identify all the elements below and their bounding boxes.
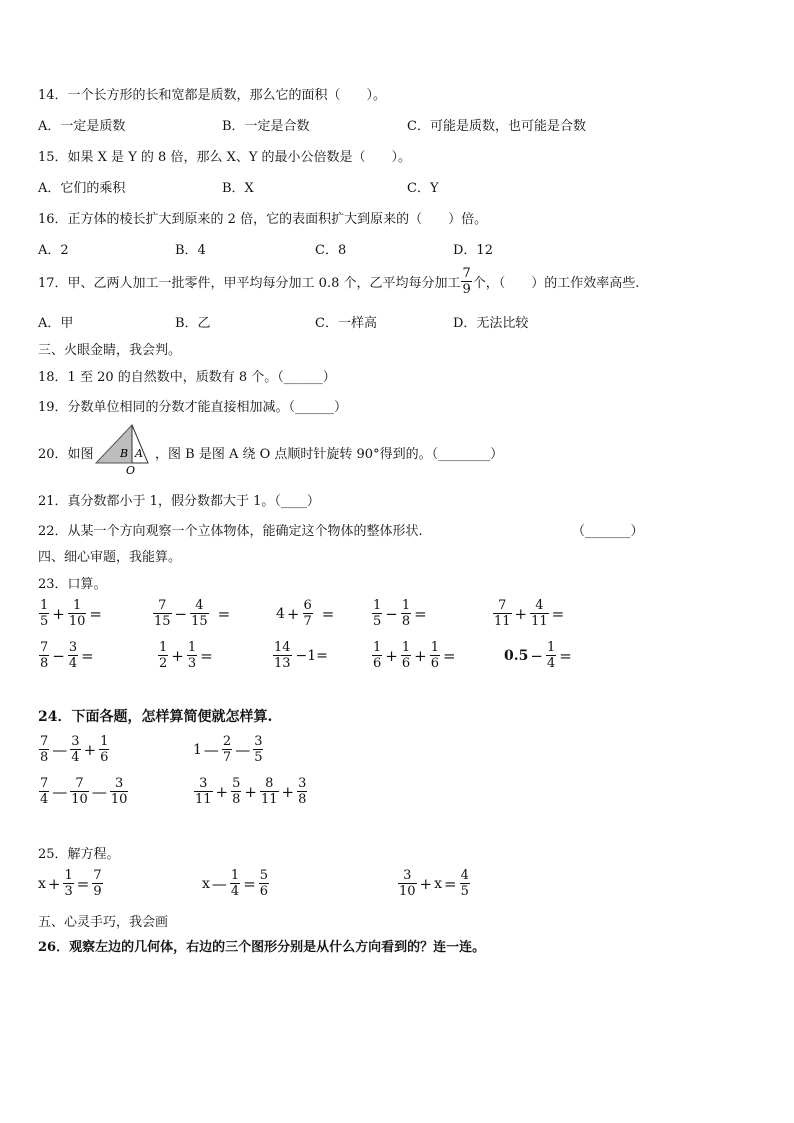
calc-4: $\frac{1}{5}$ − $\frac{1}{8}$ = — [373, 598, 427, 629]
question-16: 16．正方体的棱长扩大到原来的 2 倍，它的表面积扩大到原来的（ ）倍。 — [38, 212, 488, 227]
question-14: 14．一个长方形的长和宽都是质数，那么它的面积（ ）。 — [38, 88, 387, 103]
question-15: 15．如果 X 是 Y 的 8 倍，那么 X、Y 的最小公倍数是（ ）。 — [38, 150, 412, 165]
question-22: 22．从某一个方向观察一个立体物体，能确定这个物体的整体形状. — [38, 524, 423, 539]
option-b[interactable]: B．乙 — [175, 316, 211, 331]
label-a: A — [135, 447, 143, 460]
option-b[interactable]: B．一定是合数 — [222, 119, 310, 134]
calc-24c: $\frac{7}{4}$ — $\frac{7}{10}$ — $\frac{3}{10}$ — [40, 776, 128, 807]
calc-24a: $\frac{7}{8}$ — $\frac{3}{4}$ + $\frac{1}{6}$ — [40, 734, 109, 765]
question-18: 18．1 至 20 的自然数中，质数有 8 个。（______） — [38, 370, 336, 385]
equation-b: x — $\frac{1}{4}$ = $\frac{5}{6}$ — [202, 868, 269, 899]
calc-10: 0.5 − $\frac{1}{4}$ = — [504, 640, 572, 671]
section-3-heading: 三、火眼金睛，我会判。 — [38, 343, 182, 358]
option-a[interactable]: A．2 — [38, 243, 69, 258]
question-26: 26．观察左边的几何体，右边的三个图形分别是从什么方向看到的？连一连。 — [38, 940, 486, 955]
equation-a: x + $\frac{1}{3}$ = $\frac{7}{9}$ — [38, 868, 102, 899]
option-c[interactable]: C．Y — [407, 181, 439, 196]
option-c[interactable]: C．可能是质数，也可能是合数 — [407, 119, 586, 134]
calc-1: $\frac{1}{5}$ + $\frac{1}{10}$ = — [40, 598, 102, 629]
calc-24d: $\frac{3}{11}$ + $\frac{5}{8}$ + $\frac{8}{11}$ + $\frac{3}{8}$ — [195, 776, 307, 807]
option-d[interactable]: D．无法比较 — [453, 316, 529, 331]
calc-9: $\frac{1}{6}$ + $\frac{1}{6}$ + $\frac{1}{6}$ = — [373, 640, 456, 671]
option-c[interactable]: C．一样高 — [315, 316, 377, 331]
option-d[interactable]: D．12 — [453, 243, 493, 258]
section-5-heading: 五、心灵手巧，我会画 — [38, 915, 169, 930]
calc-24b: 1 — $\frac{2}{7}$ — $\frac{3}{5}$ — [193, 734, 263, 765]
calc-7: $\frac{1}{2}$ + $\frac{1}{3}$ = — [159, 640, 213, 671]
equation-c: $\frac{3}{10}$ + x = $\frac{4}{5}$ — [399, 868, 469, 899]
calc-5: $\frac{7}{11}$ + $\frac{4}{11}$ = — [494, 598, 565, 629]
question-17: 17．甲、乙两人加工一批零件，甲平均每分加工 0.8 个，乙平均每分加工 $\frac{7}{9}$ 个，（ ）的工作效率高些. — [38, 266, 640, 297]
question-21: 21．真分数都小于 1，假分数都大于 1。（____） — [38, 494, 320, 509]
option-a[interactable]: A．甲 — [38, 316, 74, 331]
question-24: 24．下面各题，怎样算简便就怎样算. — [38, 709, 273, 725]
option-a[interactable]: A．一定是质数 — [38, 119, 126, 134]
calc-6: $\frac{7}{8}$ − $\frac{3}{4}$ = — [40, 640, 94, 671]
option-b[interactable]: B．4 — [175, 243, 206, 258]
calc-3: 4 + $\frac{6}{7}$ = — [276, 598, 335, 629]
answer-blank[interactable]: （_______） — [572, 524, 644, 539]
question-20-text: ，图 B 是图 A 绕 O 点顺时针旋转 90°得到的。（________） — [155, 447, 504, 462]
rotation-figure — [92, 423, 152, 475]
option-b[interactable]: B．X — [222, 181, 254, 196]
question-25: 25．解方程。 — [38, 847, 120, 862]
option-a[interactable]: A．它们的乘积 — [38, 181, 126, 196]
calc-2: $\frac{7}{15}$ − $\frac{4}{15}$ = — [154, 598, 231, 629]
question-23: 23．口算。 — [38, 577, 107, 592]
fraction: $\frac{7}{9}$ — [462, 266, 471, 297]
label-b: B — [120, 447, 129, 460]
question-20-prefix: 20．如图 — [38, 447, 94, 462]
section-4-heading: 四、细心审题，我能算。 — [38, 550, 182, 565]
calc-8: $\frac{14}{13}$ −1= — [274, 640, 328, 671]
question-19: 19．分数单位相同的分数才能直接相加减。（______） — [38, 400, 348, 415]
option-c[interactable]: C．8 — [315, 243, 347, 258]
label-o: O — [126, 464, 136, 475]
